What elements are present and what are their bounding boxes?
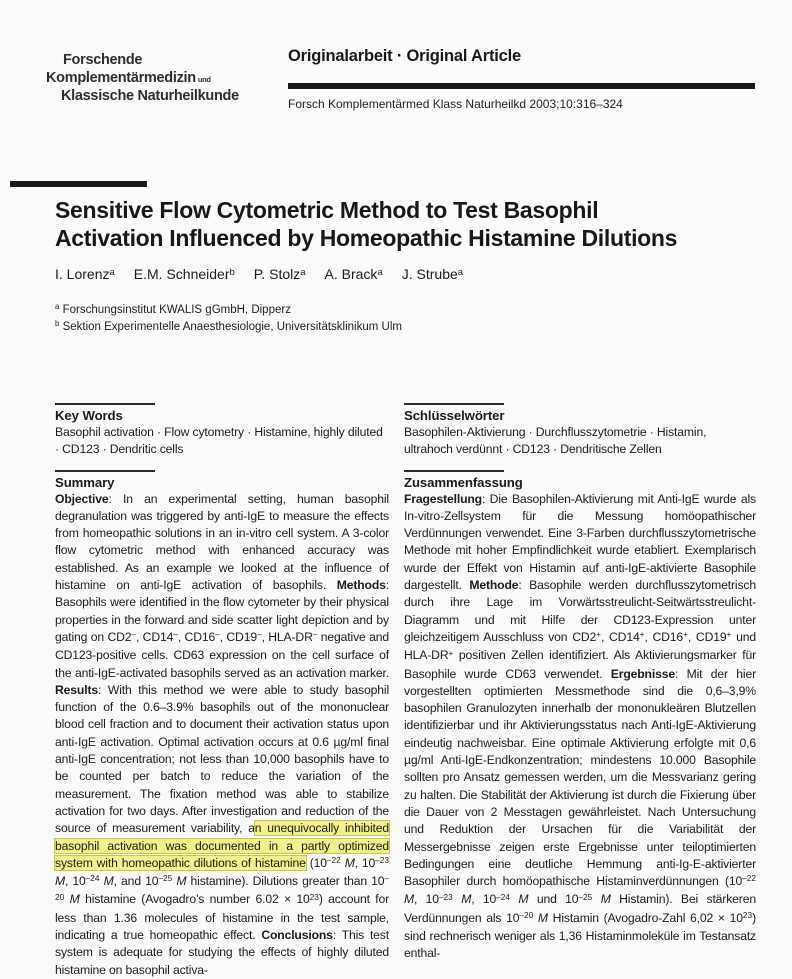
summary-text	[55, 491, 389, 979]
text-segment: Methode	[469, 578, 519, 593]
text-segment: –	[256, 629, 262, 640]
author	[402, 266, 463, 282]
keywords-heading: Key Words	[55, 408, 123, 423]
text-segment	[453, 892, 461, 906]
article-title-line: Sensitive Flow Cytometric Method to Test Basophil	[55, 197, 599, 223]
author-affiliation-mark: a	[377, 266, 383, 278]
author-affiliation-mark: a	[300, 266, 306, 278]
title-accent-bar	[10, 181, 147, 187]
text-segment: –24	[496, 891, 510, 902]
text-segment: : This test system is adequate for studying the effects of highly diluted histamine on basophil activa-	[55, 928, 389, 977]
text-segment: M	[103, 874, 114, 889]
text-segment: –20	[519, 910, 534, 920]
text-segment: M	[600, 892, 611, 907]
citation-line: Forsch Komplementärmed Klass Naturheilkd 2003;10:316–324	[288, 97, 623, 111]
text-segment: : With this method we were able to study basophil function of the 0.6–3.9% basophils out of the mononuclear blood cell fraction and to document their activation status upon anti-IgE activation. Optimal activation occurs at 0.6 µg/ml final anti-IgE concentration; not less than 10,000 basophils have to be counted per batch to reduce the variation of the measurement. The fixation method was able to stabilize activation for two days. After investigation and reduction of the source of measurement variability, a	[55, 682, 389, 836]
text-segment: : In an experimental setting, human basophil degranulation was triggered by anti-IgE to measure the effects from homeopathic solutions in an in-vitro cell system. A 3-color flow cytometric method with enhanced accuracy was established. As an example we looked at the influence of histamine on anti-IgE activation of basophils.	[55, 491, 389, 593]
text-segment: Conclusions	[261, 928, 333, 943]
author	[55, 266, 115, 282]
text-segment: , CD14	[600, 629, 640, 644]
text-segment: , CD16	[177, 629, 216, 644]
text-segment: M	[344, 855, 355, 870]
text-segment: , HLA-DR	[261, 629, 313, 644]
author-name: P. Stolz	[253, 266, 301, 282]
keywords-heading: Schlüsselwörter	[404, 408, 505, 423]
text-segment: Objective	[55, 491, 109, 506]
summary-text	[404, 491, 756, 963]
text-segment: –23	[438, 891, 453, 902]
text-segment: –	[312, 629, 318, 640]
text-segment: , 10	[65, 874, 86, 889]
affiliation-mark: a	[55, 302, 60, 312]
header-rule	[288, 83, 755, 89]
logo-line: Forschende	[63, 52, 143, 68]
text-segment: M	[69, 892, 80, 907]
text-segment: 23	[742, 910, 753, 920]
logo-line-text: Komplementärmedizin	[46, 69, 196, 86]
author	[325, 266, 383, 282]
text-segment: negative and CD123-positive cells. CD63 expression on the cell surface of the anti-IgE-activated basophils served as an activation marker.	[55, 629, 390, 680]
section-label: Originalarbeit · Original Article	[288, 47, 522, 65]
text-segment: Ergebnisse	[610, 666, 675, 681]
text-segment: –22	[742, 873, 756, 884]
author-name: A. Brack	[324, 266, 378, 282]
article-title-line: Activation Influenced by Homeopathic Histamine Dilutions	[55, 225, 678, 251]
text-segment: : Mit der hier vorgestellten optimierten Messmethode sind die 0,6–3,9% basophilen Granulozyten innerhalb der mononukleären Blutzellen identifizierbar und ihr Aktivierungsstatus nach Anti-IgE-Aktivierung eindeutig nachweisbar. Eine optimale Aktivierung erfolgte mit 0,6 µg/ml Anti-IgE-Endkonzentration; mindestens 10.000 Basophile sollten pro Ansatz gemessen werden, um die Messvarianz gering zu halten. Die Stabilität der Aktivierung ist durch die Fixierung über die Dauer von 2 Messtagen gewährleistet. Nach Untersuchung und Reduktion der Ursachen für die Variabilität der Messergebnisse zeigen erste Ergebnisse unter teiloptimierten Bedingungen eine deutliche Hemmung anti-Ig-E-aktivierter Basophiler durch homöopathische Histaminverdünnungen (10	[404, 666, 756, 889]
text-segment: : Die Basophilen-Aktivierung mit Anti-IgE wurde als In-vitro-Zellsystem für die Messung homöopathischer Verdünnungen verwendet. Eine 3-Farben durchflusszytometrische Methode mit hoher Empfindlichkeit wurde etabliert. Exemplarisch wurde der Effekt von Histamin auf anti-IgE-aktivierte Basophile dargestellt.	[404, 491, 756, 593]
text-segment: Histamin). Bei stärkeren Verdünnungen als 10	[404, 892, 756, 925]
text-segment: , CD14	[136, 629, 174, 644]
text-segment: , 10	[471, 892, 497, 907]
summary-rule	[55, 470, 155, 472]
text-segment	[592, 892, 600, 906]
text-segment: M	[176, 874, 187, 889]
text-segment: positiven Zellen identifiziert. Als Aktivierungsmarker für Basophile wurde CD63 verwendet.	[404, 648, 756, 681]
text-segment: –22	[326, 855, 341, 866]
affiliation-line	[55, 302, 402, 319]
text-segment: Methods	[336, 578, 386, 593]
text-segment: M	[461, 892, 472, 907]
logo-line: Klassische Naturheilkunde	[61, 88, 239, 104]
text-segment: , 10	[414, 892, 439, 907]
text-segment: –	[173, 629, 178, 640]
text-segment: +	[639, 629, 645, 640]
author-name: E.M. Schneider	[133, 266, 230, 282]
text-segment: +	[683, 629, 688, 640]
text-segment: –24	[85, 873, 100, 884]
text-segment: –	[131, 629, 136, 640]
logo-line	[46, 70, 239, 89]
text-segment: –	[215, 629, 220, 640]
author	[254, 266, 306, 282]
text-segment: –25	[578, 891, 593, 902]
author-affiliation-mark: b	[229, 266, 235, 278]
keywords-text: Basophilen-Aktivierung · Durchflusszytometrie · Histamin, ultrahoch verdünnt · CD123 · Dendritische Zellen	[404, 425, 707, 457]
author-affiliation-mark: a	[109, 266, 115, 278]
keywords-rule	[404, 403, 504, 405]
affiliations	[55, 302, 402, 336]
text-segment: –23	[375, 855, 389, 866]
text-segment: , and 10	[113, 874, 159, 889]
text-segment: : Basophile werden durchflusszytometrisch durch ihre Lage im Vorwärtsstreulicht-Seitwärtsstreulicht-Diagramm und mit Hilfe der CD123-Expression unter gleichzeitigem Ausschluss von CD2	[404, 578, 756, 644]
text-segment: , CD16	[644, 629, 684, 644]
summary-heading: Summary	[55, 474, 115, 490]
summary-rule	[404, 470, 504, 472]
text-segment: ) account for less than 1.36 molecules of histamine in the test sample, indicating a true homeopathic effect.	[55, 892, 389, 943]
text-segment: und 10	[528, 892, 579, 907]
affiliation-mark: b	[55, 319, 60, 329]
text-segment: (10	[305, 855, 327, 870]
text-segment: M	[518, 892, 529, 907]
text-segment: M	[404, 892, 415, 907]
text-segment: M	[55, 874, 66, 889]
text-segment: 23	[309, 891, 319, 902]
affiliation-text: Sektion Experimentelle Anaesthesiologie, Universitätsklinikum Ulm	[62, 321, 402, 333]
article-title	[55, 196, 677, 252]
text-segment: Histamin (Avogadro-Zahl 6,02 × 10	[547, 910, 743, 925]
text-segment: , CD19	[687, 629, 727, 644]
keywords-text: Basophil activation · Flow cytometry · Histamine, highly diluted · CD123 · Dendritic cells	[55, 425, 383, 457]
affiliation-line	[55, 319, 402, 336]
text-segment: M	[537, 910, 548, 925]
highlighted-text: n unequivocally inhibited basophil activation was documented in a partly optimized system with homeopathic dilutions of histamine	[55, 821, 389, 870]
text-segment: +	[448, 647, 454, 658]
text-segment: –25	[158, 873, 173, 884]
author-name: I. Lorenz	[55, 266, 110, 282]
text-segment: Results	[55, 682, 98, 697]
text-segment: histamine). Dilutions greater than 10	[186, 874, 385, 889]
author-affiliation-mark: a	[457, 266, 464, 278]
text-segment: histamine (Avogadro’s number 6.02 × 10	[79, 892, 310, 907]
text-segment: ) sind rechnerisch weniger als 1,36 Histaminmoleküle im Testansatz enthal-	[404, 910, 756, 961]
text-segment: : Basophils were identified in the flow cytometer by their physical properties in the forward and side scatter light depiction and by gating on CD2	[55, 578, 389, 644]
text-segment: , 10	[354, 855, 376, 870]
summary-heading: Zusammenfassung	[404, 474, 523, 490]
journal-logo	[46, 52, 239, 106]
authors-list	[55, 266, 463, 282]
text-segment: und HLA-DR	[404, 629, 757, 663]
text-segment: , CD19	[219, 629, 257, 644]
text-segment: –20	[55, 873, 389, 902]
text-segment: +	[596, 629, 601, 640]
text-segment: Fragestellung	[404, 491, 482, 506]
affiliation-text: Forschungsinstitut KWALIS gGmbH, Dipperz	[62, 304, 291, 316]
author	[134, 266, 235, 282]
logo-und-text: und	[197, 74, 211, 84]
author-name: J. Strube	[401, 266, 458, 282]
keywords-rule	[55, 403, 155, 405]
text-segment: +	[726, 629, 732, 640]
